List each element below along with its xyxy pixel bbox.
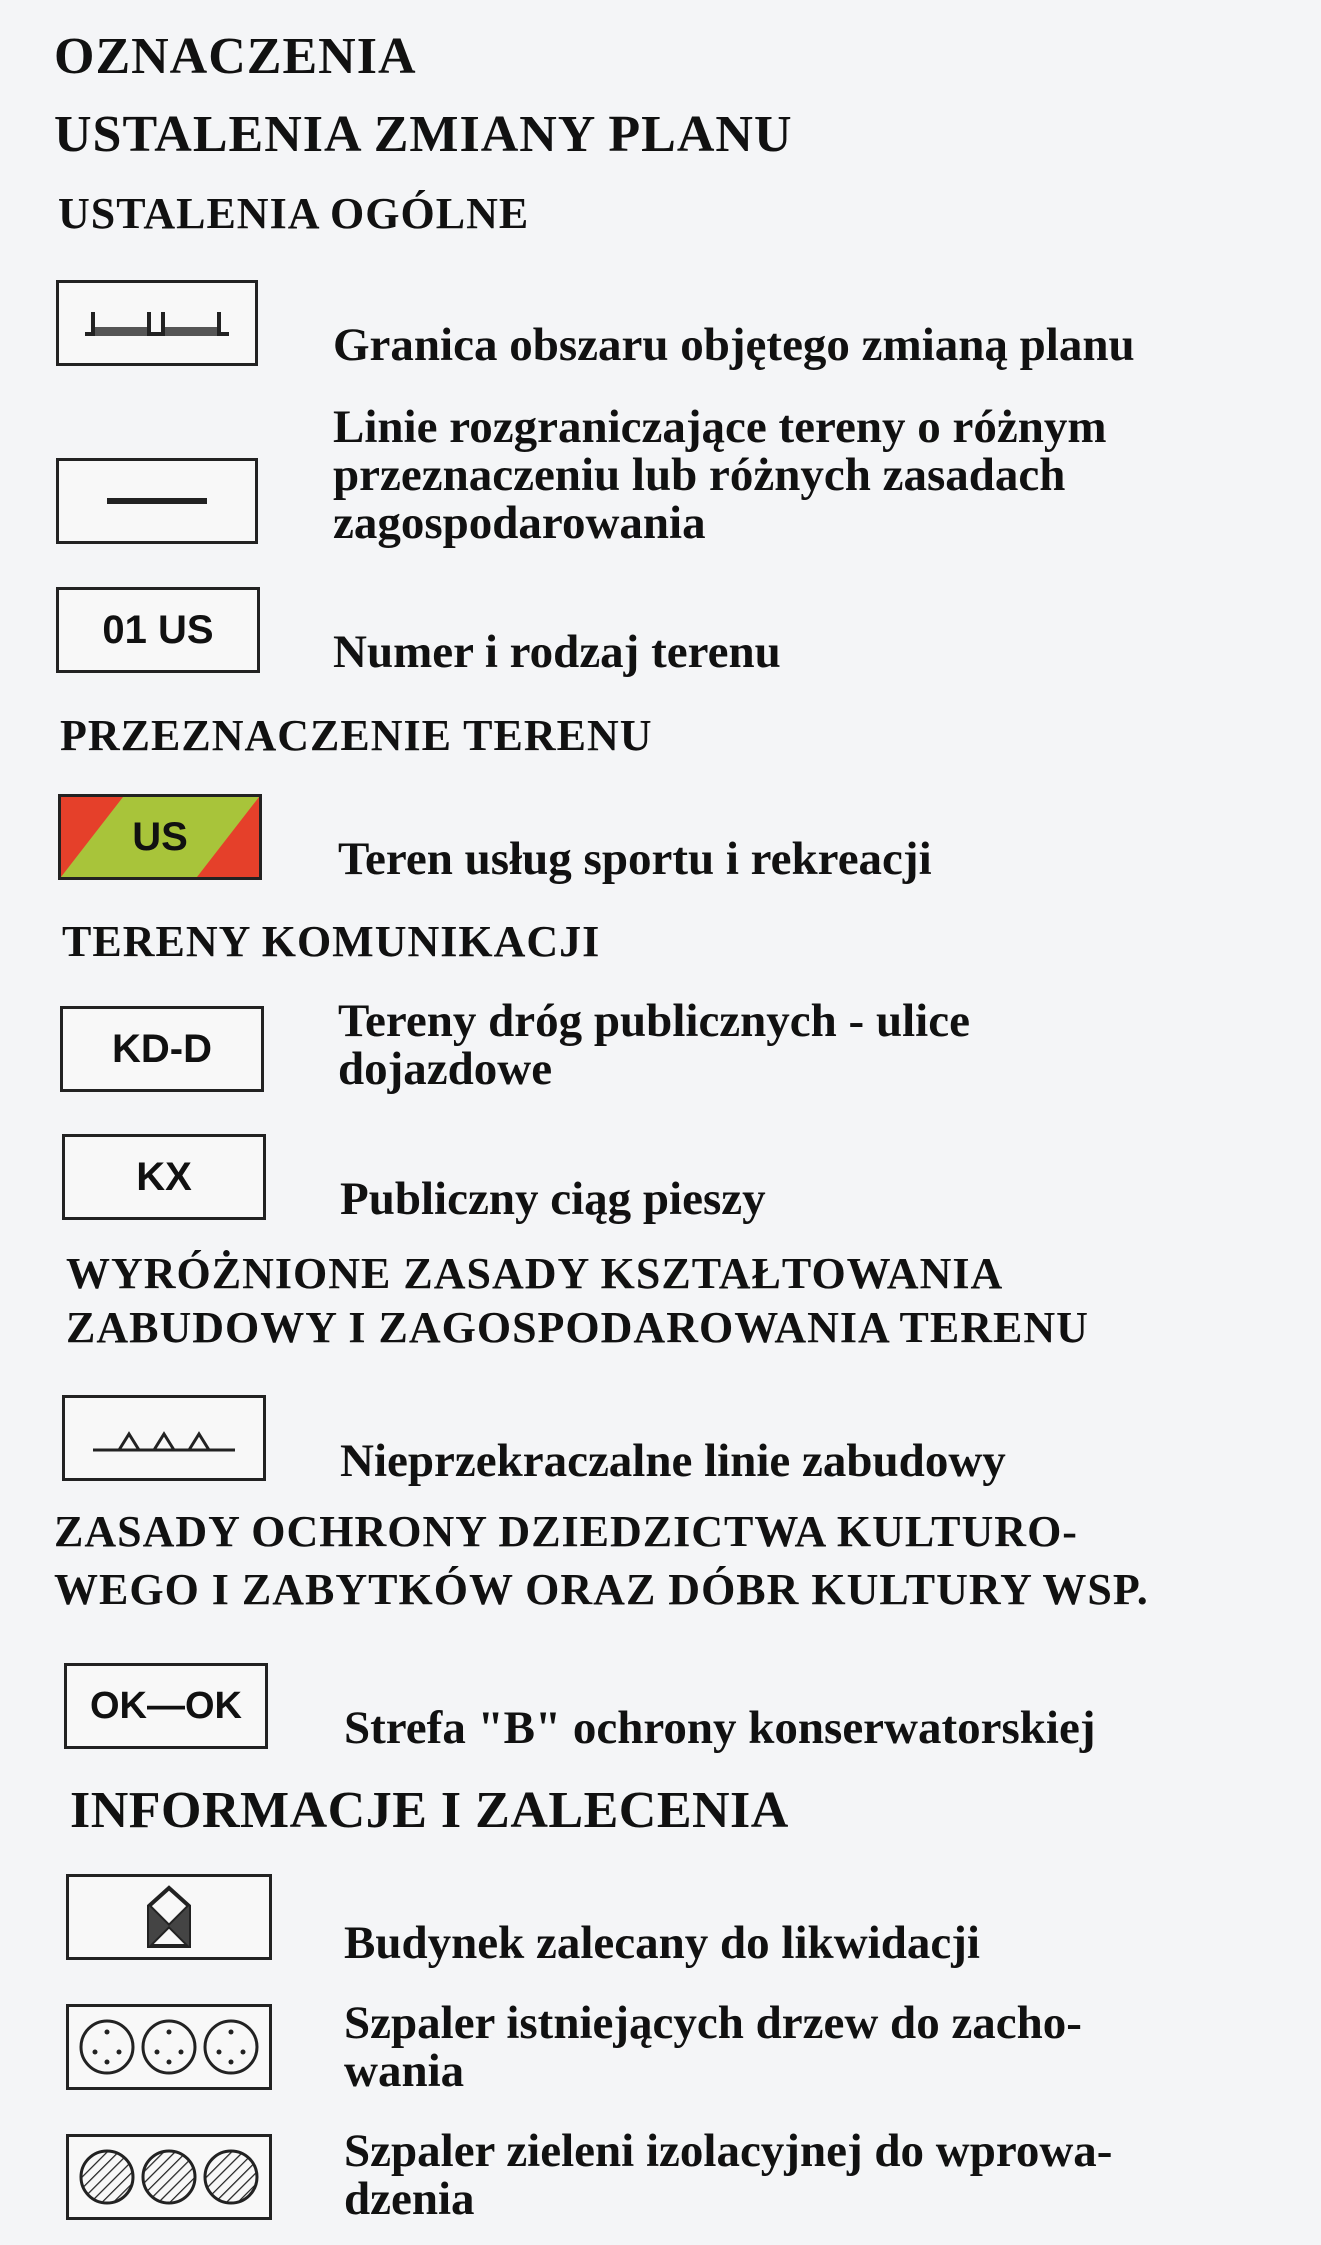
legend-title: OZNACZENIA: [54, 28, 417, 85]
footpath-symbol: [62, 1134, 266, 1220]
demolish-description: Budynek zalecany do likwidacji: [344, 1917, 980, 1969]
sport-code: US: [132, 814, 188, 859]
footpath-code: KX: [136, 1154, 192, 1199]
section-heading-rules-line2: ZABUDOWY I ZAGOSPODAROWANIA TERENU: [66, 1303, 1089, 1352]
zone-b-description: Strefa "B" ochrony konserwatorskiej: [344, 1702, 1096, 1754]
greenery-new-description-line1: Szpaler zieleni izolacyjnej do wprowa-: [344, 2125, 1113, 2177]
road-description-line1: Tereny dróg publicznych - ulice: [338, 995, 970, 1047]
building-line-symbol: [62, 1395, 266, 1481]
dividing-line-icon: [77, 486, 237, 516]
road-code: KD-D: [112, 1026, 212, 1071]
number-type-code: 01 US: [102, 607, 214, 652]
zone-b-symbol: [64, 1663, 268, 1749]
road-symbol: [60, 1006, 264, 1092]
boundary-line-icon: [77, 298, 237, 348]
demolish-symbol: [66, 1874, 272, 1960]
dividing-description-line1: Linie rozgraniczające tereny o różnym: [333, 401, 1107, 453]
building-line-description: Nieprzekraczalne linie zabudowy: [340, 1435, 1006, 1487]
building-demolish-icon: [139, 1882, 199, 1952]
section-heading-purpose: PRZEZNACZENIE TERENU: [60, 711, 653, 760]
section-heading-heritage-line1: ZASADY OCHRONY DZIEDZICTWA KULTURO-: [54, 1507, 1078, 1556]
dividing-description-line3: zagospodarowania: [333, 497, 706, 549]
trees-keep-description-line1: Szpaler istniejących drzew do zacho-: [344, 1997, 1082, 2049]
number-type-description: Numer i rodzaj terenu: [333, 626, 781, 678]
trees-keep-symbol: [66, 2004, 272, 2090]
section-heading-general: USTALENIA OGÓLNE: [58, 189, 530, 238]
sport-description: Teren usług sportu i rekreacji: [338, 833, 932, 885]
section-heading-plan: USTALENIA ZMIANY PLANU: [54, 106, 793, 163]
section-heading-transport: TERENY KOMUNIKACJI: [62, 917, 601, 966]
greenery-new-description-line2: dzenia: [344, 2173, 475, 2225]
section-heading-info: INFORMACJE I ZALECENIA: [70, 1782, 789, 1839]
number-type-symbol: [56, 587, 260, 673]
tree-circles-hatched-icon: [71, 2142, 267, 2212]
section-heading-heritage-line2: WEGO I ZABYTKÓW ORAZ DÓBR KULTURY WSP.: [54, 1565, 1149, 1614]
boundary-symbol: [56, 280, 258, 366]
section-heading-rules-line1: WYRÓŻNIONE ZASADY KSZTAŁTOWANIA: [66, 1249, 1004, 1298]
zone-b-code: OK—OK: [90, 1684, 242, 1727]
boundary-description: Granica obszaru objętego zmianą planu: [333, 319, 1135, 371]
greenery-new-symbol: [66, 2134, 272, 2220]
tree-circles-dotted-icon: [71, 2012, 267, 2082]
sport-symbol: [58, 794, 262, 880]
triangle-line-icon: [79, 1418, 249, 1458]
footpath-description: Publiczny ciąg pieszy: [340, 1173, 766, 1225]
trees-keep-description-line2: wania: [344, 2045, 465, 2097]
road-description-line2: dojazdowe: [338, 1043, 553, 1095]
dividing-symbol: [56, 458, 258, 544]
dividing-description-line2: przeznaczeniu lub różnych zasadach: [333, 449, 1066, 501]
